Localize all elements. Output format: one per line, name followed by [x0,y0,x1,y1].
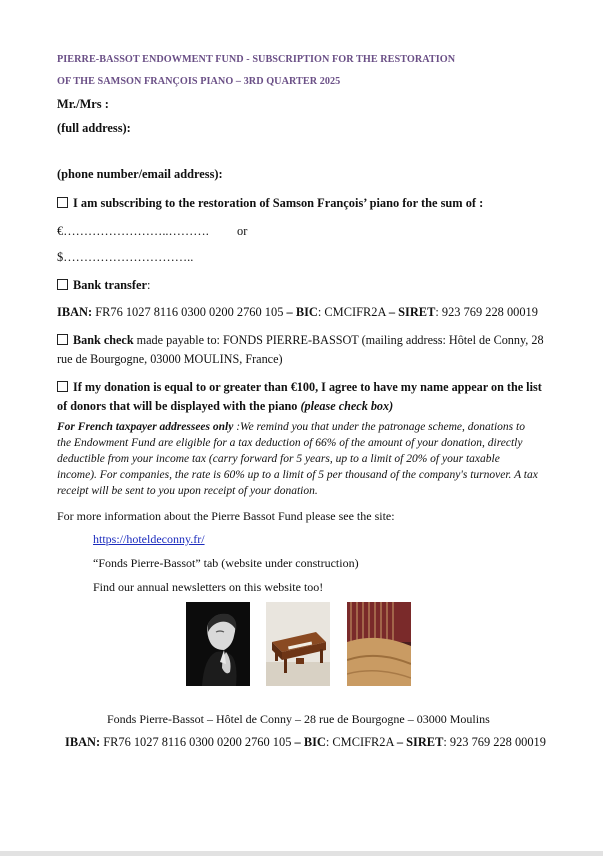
bank-transfer-colon: : [147,278,151,292]
footer-siret-colon: : [443,735,447,749]
newsletter-note: Find our annual newsletters on this website too! [93,580,324,594]
dollar-amount-line[interactable]: $………………………….. [57,250,194,264]
tab-note: “Fonds Pierre-Bassot” tab (website under construction) [93,556,359,570]
piano-detail-photo [347,602,411,686]
piano-photo [266,602,330,686]
address-label: (full address): [57,121,131,135]
iban-label: IBAN: [57,305,93,319]
footer-bic-colon: : [325,735,330,749]
bank-transfer-checkbox[interactable] [57,279,68,290]
subscribe-text: I am subscribing to the restoration of Samson François’ piano for the sum of : [73,196,484,210]
page-bottom-border [0,851,603,856]
footer-dash-2: – [396,735,404,749]
bank-check-text: made payable to: FONDS PIERRE-BASSOT (mailing address: Hôtel de Conny, 28 rue de Bourgogne, 03000 MOULINS, France) [57,333,544,366]
subscribe-row [57,196,483,211]
siret-value: 923 769 228 00019 [441,305,538,319]
footer-iban-label: IBAN: [65,735,101,749]
subscribe-checkbox[interactable] [57,197,68,208]
title-line-1: PIERRE-BASSOT ENDOWMENT FUND - SUBSCRIPTION FOR THE RESTORATION [57,54,456,65]
footer-dash-1: – [294,735,301,749]
bank-transfer-row [57,278,150,293]
name-label: Mr./Mrs : [57,97,109,111]
dash-1: – [286,305,293,319]
footer-banking-details [65,735,546,750]
footer-iban-value: FR76 1027 8116 0300 0200 2760 105 [103,735,292,749]
title-line-2: OF THE SAMSON FRANÇOIS PIANO – 3RD QUARTER 2025 [57,76,341,87]
footer-siret-value: 923 769 228 00019 [449,735,546,749]
siret-colon: : [435,305,439,319]
pianist-portrait-photo [186,602,250,686]
footer-address: Fonds Pierre-Bassot – Hôtel de Conny – 28 rue de Bourgogne – 03000 Moulins [107,712,490,726]
bic-value: CMCIFR2A [324,305,386,319]
iban-value: FR76 1027 8116 0300 0200 2760 105 [95,305,284,319]
bic-label: BIC [295,305,318,319]
bic-colon: : [317,305,322,319]
dash-2: – [388,305,396,319]
donor-list-text: If my donation is equal to or greater than €100, I agree to have my name appear on the list of donors that will be displayed with the piano [57,380,542,413]
tax-text: :We remind you that under the patronage scheme, donations to the Endowment Fund are eligible for a tax deduction of 66% of the amount of your donation, directly deductible from your income tax (carry forward for 5 years, up to a limit of 20% of your taxable income). For companies, the rate is 60% up to a limit of 5 per thousand of the company's turnover. A tax receipt will be sent to you upon receipt of your donation. [57,421,538,497]
footer-siret-label: SIRET [406,735,444,749]
donor-list-note: (please check box) [300,398,394,413]
or-text: or [237,224,248,238]
donor-list-paragraph [57,378,549,415]
euro-amount-line[interactable]: €……………………..………. [57,224,209,238]
contact-label: (phone number/email address): [57,167,223,181]
info-intro: For more information about the Pierre Bassot Fund please see the site: [57,509,395,523]
bank-transfer-label: Bank transfer [73,278,147,292]
bank-check-checkbox[interactable] [57,334,68,345]
website-link[interactable]: https://hoteldeconny.fr/ [93,532,205,546]
footer-bic-value: CMCIFR2A [332,735,394,749]
banking-details [57,305,538,320]
bank-check-paragraph [57,331,549,368]
footer-bic-label: BIC [303,735,326,749]
bank-check-label: Bank check [73,333,134,347]
donor-list-checkbox[interactable] [57,381,68,392]
tax-lead: For French taxpayer addressees only [57,421,234,433]
tax-paragraph [57,419,539,499]
siret-label: SIRET [398,305,436,319]
